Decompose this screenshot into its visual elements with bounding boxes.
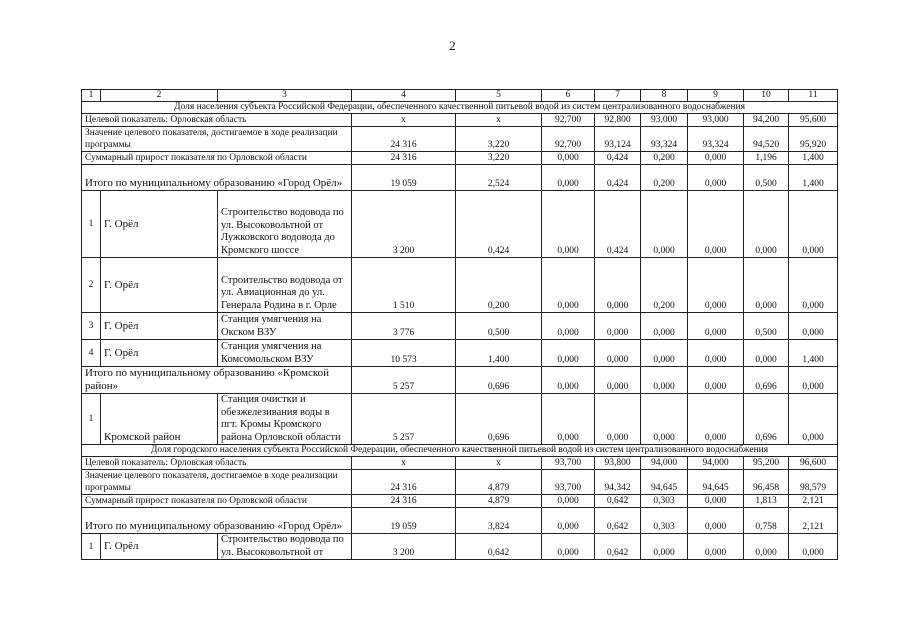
value-cell: 0,000 — [744, 534, 789, 560]
row-number: 1 — [82, 534, 101, 560]
value-cell: 0,424 — [456, 191, 542, 258]
value-cell: 24 316 — [352, 495, 456, 508]
value-cell: 0,000 — [789, 191, 838, 258]
value-cell: 92,800 — [595, 114, 641, 127]
row-label: Суммарный прирост показателя по Орловской области — [82, 152, 352, 165]
value-cell: х — [352, 114, 456, 127]
value-cell: 1 510 — [352, 258, 456, 313]
row-number: 1 — [82, 191, 101, 258]
value-cell: 92,700 — [542, 127, 595, 152]
value-cell: 3 776 — [352, 313, 456, 340]
municipality: Г. Орёл — [101, 340, 218, 367]
value-cell: 0,000 — [789, 313, 838, 340]
value-cell: 0,200 — [641, 165, 688, 191]
value-cell: 0,000 — [789, 534, 838, 560]
summary-row — [82, 495, 838, 508]
value-cell: 0,424 — [595, 152, 641, 165]
value-cell: 0,000 — [542, 495, 595, 508]
object-description: Станция умягчения на Окском ВЗУ — [218, 313, 352, 340]
value-cell: 94,000 — [641, 457, 688, 470]
value-cell: 0,000 — [688, 367, 744, 394]
municipality: Кромской район — [101, 394, 218, 445]
row-label: Целевой показатель: Орловская область — [82, 457, 352, 470]
value-cell: 94,000 — [688, 457, 744, 470]
value-cell: 0,000 — [542, 191, 595, 258]
value-cell: 93,124 — [595, 127, 641, 152]
row-label: Суммарный прирост показателя по Орловской области — [82, 495, 352, 508]
item-row — [82, 534, 838, 560]
header-cell: 2 — [101, 90, 218, 102]
value-cell: 0,000 — [542, 508, 595, 534]
value-cell: 0,642 — [595, 534, 641, 560]
object-description: Станция очистки и обезжелезивания воды в пгт. Кромы Кромского района Орловской области — [218, 394, 352, 445]
value-cell: 93,324 — [688, 127, 744, 152]
value-cell: 0,696 — [456, 367, 542, 394]
value-cell: 0,642 — [595, 495, 641, 508]
header-cell: 7 — [595, 90, 641, 102]
municipality: Г. Орёл — [101, 191, 218, 258]
value-cell: 93,324 — [641, 127, 688, 152]
value-cell: 0,000 — [542, 152, 595, 165]
value-cell: 95,600 — [789, 114, 838, 127]
header-cell: 11 — [789, 90, 838, 102]
value-cell: 0,000 — [688, 152, 744, 165]
value-cell: 19 059 — [352, 508, 456, 534]
municipality: Г. Орёл — [101, 534, 218, 560]
value-cell: 0,000 — [542, 340, 595, 367]
value-cell: 10 573 — [352, 340, 456, 367]
value-cell: 0,500 — [456, 313, 542, 340]
value-cell: 0,000 — [688, 258, 744, 313]
item-row — [82, 340, 838, 367]
value-cell: 0,000 — [641, 313, 688, 340]
value-cell: 0,000 — [744, 191, 789, 258]
header-cell: 6 — [542, 90, 595, 102]
value-cell: 0,000 — [641, 340, 688, 367]
object-description: Строительство водовода от ул. Авиационная до ул. Генерала Родина в г. Орле — [218, 258, 352, 313]
value-cell: х — [456, 457, 542, 470]
value-cell: 0,642 — [456, 534, 542, 560]
value-cell: 0,000 — [744, 340, 789, 367]
value-cell: 0,000 — [595, 313, 641, 340]
value-cell: 1,400 — [456, 340, 542, 367]
value-cell: 5 257 — [352, 394, 456, 445]
value-cell: 24 316 — [352, 152, 456, 165]
value-cell: 1,400 — [789, 340, 838, 367]
item-row — [82, 313, 838, 340]
value-cell: 93,700 — [542, 457, 595, 470]
value-cell: 95,200 — [744, 457, 789, 470]
row-label: Целевой показатель: Орловская область — [82, 114, 352, 127]
summary-row — [82, 470, 838, 495]
value-cell: 0,000 — [542, 394, 595, 445]
section-title: Доля городского населения субъекта Российской Федерации, обеспеченного качественной питьевой водой из систем централизованного водоснабжения — [82, 445, 838, 457]
row-label: Итого по муниципальному образованию «Город Орёл» — [82, 165, 352, 191]
municipality: Г. Орёл — [101, 313, 218, 340]
value-cell: 3,220 — [456, 127, 542, 152]
value-cell: 0,696 — [744, 367, 789, 394]
value-cell: 0,696 — [456, 394, 542, 445]
value-cell: 0,696 — [744, 394, 789, 445]
municipality: Г. Орёл — [101, 258, 218, 313]
value-cell: 94,645 — [641, 470, 688, 495]
header-cell: 10 — [744, 90, 789, 102]
value-cell: 0,000 — [595, 367, 641, 394]
section-title-row — [82, 102, 838, 114]
header-cell: 1 — [82, 90, 101, 102]
header-cell: 3 — [218, 90, 352, 102]
value-cell: 0,000 — [688, 508, 744, 534]
row-label: Итого по муниципальному образованию «Кромской район» — [82, 367, 352, 394]
row-label: Итого по муниципальному образованию «Город Орёл» — [82, 508, 352, 534]
header-row — [82, 90, 838, 102]
value-cell: 0,000 — [688, 534, 744, 560]
value-cell: 0,500 — [744, 165, 789, 191]
value-cell: 0,000 — [789, 394, 838, 445]
value-cell: 0,000 — [542, 165, 595, 191]
value-cell: 1,813 — [744, 495, 789, 508]
value-cell: 0,000 — [789, 258, 838, 313]
value-cell: 0,000 — [641, 367, 688, 394]
value-cell: 0,000 — [688, 191, 744, 258]
value-cell: 93,800 — [595, 457, 641, 470]
value-cell: 0,424 — [595, 165, 641, 191]
object-description: Станция умягчения на Комсомольском ВЗУ — [218, 340, 352, 367]
value-cell: 3,220 — [456, 152, 542, 165]
value-cell: 0,000 — [595, 340, 641, 367]
value-cell: 3,824 — [456, 508, 542, 534]
value-cell: 93,000 — [688, 114, 744, 127]
summary-row — [82, 152, 838, 165]
value-cell: 0,303 — [641, 495, 688, 508]
value-cell: 4,879 — [456, 495, 542, 508]
value-cell: 98,579 — [789, 470, 838, 495]
value-cell: 5 257 — [352, 367, 456, 394]
value-cell: 94,342 — [595, 470, 641, 495]
value-cell: 0,000 — [641, 394, 688, 445]
value-cell: 0,424 — [595, 191, 641, 258]
summary-row — [82, 508, 838, 534]
section-title: Доля населения субъекта Российской Федерации, обеспеченного качественной питьевой водой из систем централизованного водоснабжения — [82, 102, 838, 114]
value-cell: 0,000 — [688, 313, 744, 340]
value-cell: 0,000 — [542, 313, 595, 340]
value-cell: 93,000 — [641, 114, 688, 127]
page-number: 2 — [449, 38, 456, 53]
value-cell: 0,000 — [641, 191, 688, 258]
value-cell: х — [352, 457, 456, 470]
object-description: Строительство водовода по ул. Высоковольтной от Лужковского водовода до Кромского шоссе — [218, 191, 352, 258]
value-cell: 24 316 — [352, 470, 456, 495]
value-cell: 0,200 — [641, 152, 688, 165]
value-cell: 95,920 — [789, 127, 838, 152]
value-cell: 1,196 — [744, 152, 789, 165]
value-cell: 0,000 — [688, 394, 744, 445]
value-cell: 0,000 — [688, 495, 744, 508]
value-cell: 0,000 — [641, 534, 688, 560]
row-label: Значение целевого показателя, достигаемое в ходе реализации программы — [82, 470, 352, 495]
value-cell: 0,200 — [456, 258, 542, 313]
value-cell: х — [456, 114, 542, 127]
value-cell: 0,500 — [744, 313, 789, 340]
value-cell: 0,000 — [688, 165, 744, 191]
value-cell: 0,200 — [641, 258, 688, 313]
row-number: 1 — [82, 394, 101, 445]
summary-row — [82, 367, 838, 394]
value-cell: 4,879 — [456, 470, 542, 495]
value-cell: 0,000 — [789, 367, 838, 394]
row-number: 2 — [82, 258, 101, 313]
value-cell: 0,758 — [744, 508, 789, 534]
item-row — [82, 394, 838, 445]
summary-row — [82, 127, 838, 152]
value-cell: 94,520 — [744, 127, 789, 152]
summary-row — [82, 457, 838, 470]
value-cell: 94,200 — [744, 114, 789, 127]
value-cell: 0,000 — [542, 534, 595, 560]
value-cell: 3 200 — [352, 534, 456, 560]
value-cell: 0,000 — [688, 340, 744, 367]
header-cell: 4 — [352, 90, 456, 102]
summary-row — [82, 165, 838, 191]
row-number: 4 — [82, 340, 101, 367]
value-cell: 0,000 — [542, 367, 595, 394]
value-cell: 1,400 — [789, 165, 838, 191]
value-cell: 1,400 — [789, 152, 838, 165]
section-title-row — [82, 445, 838, 457]
header-cell: 8 — [641, 90, 688, 102]
value-cell: 0,000 — [595, 394, 641, 445]
value-cell: 2,121 — [789, 508, 838, 534]
row-label: Значение целевого показателя, достигаемое в ходе реализации программы — [82, 127, 352, 152]
row-number: 3 — [82, 313, 101, 340]
header-cell: 5 — [456, 90, 542, 102]
value-cell: 2,121 — [789, 495, 838, 508]
value-cell: 0,000 — [542, 258, 595, 313]
value-cell: 93,700 — [542, 470, 595, 495]
data-table — [81, 89, 838, 560]
value-cell: 0,642 — [595, 508, 641, 534]
summary-row — [82, 114, 838, 127]
value-cell: 94,645 — [688, 470, 744, 495]
value-cell: 96,600 — [789, 457, 838, 470]
item-row — [82, 258, 838, 313]
value-cell: 96,458 — [744, 470, 789, 495]
value-cell: 24 316 — [352, 127, 456, 152]
value-cell: 92,700 — [542, 114, 595, 127]
value-cell: 0,303 — [641, 508, 688, 534]
value-cell: 3 200 — [352, 191, 456, 258]
value-cell: 0,000 — [744, 258, 789, 313]
value-cell: 2,524 — [456, 165, 542, 191]
value-cell: 0,000 — [595, 258, 641, 313]
header-cell: 9 — [688, 90, 744, 102]
item-row — [82, 191, 838, 258]
value-cell: 19 059 — [352, 165, 456, 191]
object-description: Строительство водовода по ул. Высоковольтной от — [218, 534, 352, 560]
